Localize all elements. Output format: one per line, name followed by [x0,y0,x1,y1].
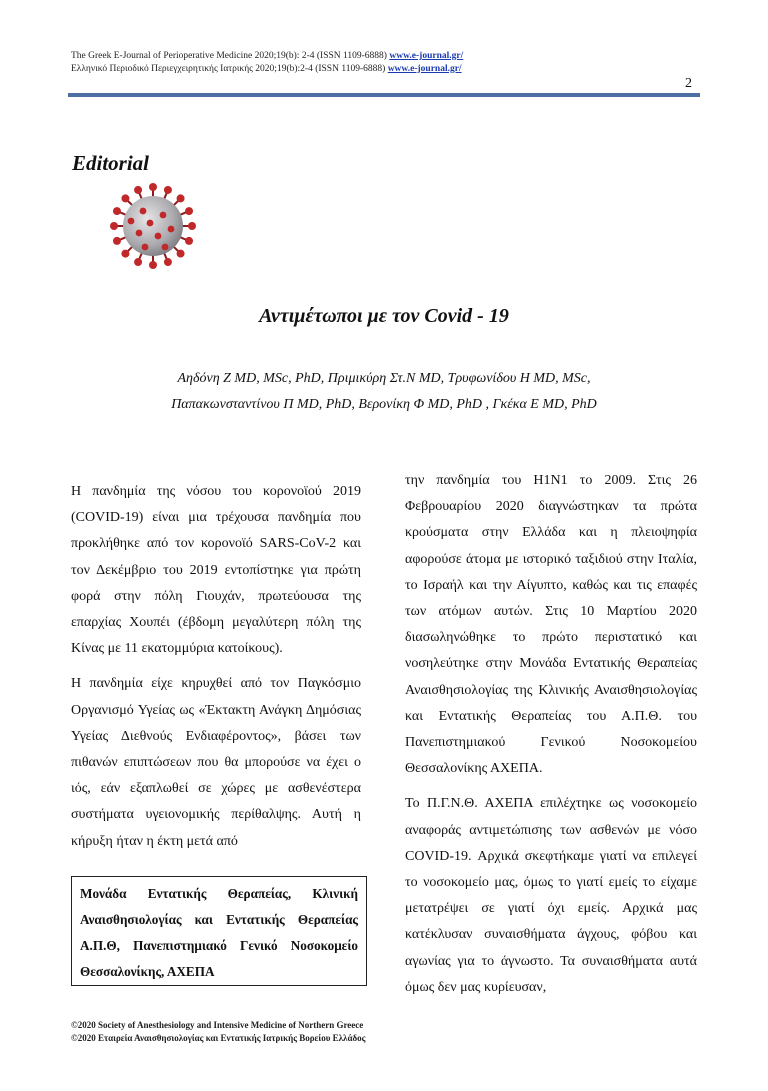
paragraph: την πανδημία του H1N1 το 2009. Στις 26 Φεβρουαρίου 2020 διαγνώστηκαν τα πρώτα κρούσματα στην Ελλάδα και η πλειοψηφία αφορούσε άτομα με ιστορικό ταξιδιού στην Ιταλία, το Ισραήλ και την Αίγυπτο, καθώς και τις επαφές των ατόμων αυτών. Στις 10 Μαρτίου 2020 διασωληνώθηκε το πρώτο περιστατικό και νοσηλεύτηκε στην Μονάδα Εντατικής Θεραπείας Αναισθησιολογίας της Κλινικής Αναισθησιολογίας και Εντατικής Θεραπείας του Α.Π.Θ. του Πανεπιστημιακού Γενικού Νοσοκομείου Θεσσαλονίκης ΑΧΕΠΑ. [405,473,697,777]
virus-spike-head [185,237,193,245]
virus-spike-head [121,250,129,258]
journal-header-line-en [71,50,463,63]
article-title: Αντιμέτωποι με τον Covid - 19 [259,305,509,327]
right-column [405,468,697,1010]
virus-surface-spike [168,226,175,233]
virus-surface-spike [142,244,149,251]
journal-link-en[interactable]: www.e-journal.gr/ [389,51,464,61]
coronavirus-illustration-icon [103,181,203,271]
author-list [0,366,768,418]
copyright-footer [71,1019,365,1045]
page-number: 2 [685,76,692,91]
copyright-line-en: ©2020 Society of Anesthesiology and Intensive Medicine of Northern Greece [71,1020,364,1030]
virus-surface-spike [140,208,147,215]
virus-surface-spike [155,233,162,240]
virus-spike-head [134,258,142,266]
virus-spike-head [110,222,118,230]
paragraph: Η πανδημία είχε κηρυχθεί από τον Παγκόσμιο Οργανισμό Υγείας ως «Έκτακτη Ανάγκη Δημόσιας Υγείας Διεθνούς Ενδιαφέροντος», βάσει των πιθανών επιπτώσεων που θα μπορούσε να έχει ο ιός, εάν εξαπλωθεί σε χώρες με ασθενέστερα συστήματα υγειονομικής περίθαλψης. Αυτή η κήρυξη ήταν η έκτη μετά από [71,676,361,849]
virus-spike-head [164,186,172,194]
copyright-line-gr: ©2020 Εταιρεία Αναισθησιολογίας και Εντατικής Ιατρικής Βορείου Ελλάδος [71,1033,366,1043]
journal-header-line-gr [71,63,463,76]
virus-spike-head [149,183,157,191]
virus-spike-head [177,250,185,258]
virus-spike-head [149,261,157,269]
paragraph: Το Π.Γ.Ν.Θ. ΑΧΕΠΑ επιλέχτηκε ως νοσοκομείο αναφοράς αντιμετώπισης των ασθενών με νόσο COVID-19. Αρχικά σκεφτήκαμε γιατί να επιλεγεί το νοσοκομείο μας, όμως το γιατί εμείς το είχαμε μετατρέψει σε γιατί όχι εμείς. Αρχικά μας κατέκλυσαν συναισθήματα άγχους, φόβου και αγωνίας για το άγνωστο. Τα συναισθήματα αυτά όμως δεν μας κυρίευσαν, [405,796,697,995]
virus-spike-head [121,194,129,202]
virus-spike-head [113,237,121,245]
journal-citation-gr: Ελληνικό Περιοδικό Περιεγχειρητικής Ιατρικής 2020;19(b):2-4 (ISSN 1109-6888) [71,63,386,74]
author-line-2: Παπακωνσταντίνου Π MD, PhD, Βερονίκη Φ MD, PhD , Γκέκα Ε MD, PhD [171,397,597,412]
virus-surface-spike [162,244,169,251]
left-column [71,479,361,864]
virus-spike-head [185,207,193,215]
virus-surface-spike [147,220,154,227]
paragraph: Η πανδημία της νόσου του κορονοϊού 2019 (COVID-19) είναι μια τρέχουσα πανδημία που προκλήθηκε από τον κορονοϊό SARS-CoV-2 και τον Δεκέμβριο του 2019 εντοπίστηκε για πρώτη φορά στην πόλη Γιουχάν, πρωτεύουσα της επαρχίας Χουπέι (έβδομη μεγαλύτερη πόλη της Κίνας με 11 εκατομμύρια κατοίκους). [71,484,361,657]
virus-surface-spike [128,218,135,225]
virus-surface-spike [136,230,143,237]
virus-spike-head [188,222,196,230]
virus-spike-head [134,186,142,194]
virus-spike-head [177,194,185,202]
virus-spike-head [164,258,172,266]
journal-citation-en: The Greek E-Journal of Perioperative Medicine 2020;19(b): 2-4 (ISSN 1109-6888) [71,51,387,61]
section-label: Editorial [72,151,150,175]
virus-spike-head [113,207,121,215]
journal-header [71,50,463,75]
author-line-1: Αηδόνη Ζ MD, MSc, PhD, Πριμικύρη Στ.Ν MD, Τρυφωνίδου Η MD, MSc, [177,371,591,386]
journal-link-gr[interactable]: www.e-journal.gr/ [387,63,462,74]
header-divider [68,93,700,97]
virus-surface-spike [160,212,167,219]
affiliation-box: Μονάδα Εντατικής Θεραπείας, Κλινική Αναισθησιολογίας και Εντατικής Θεραπείας Α.Π.Θ, Πανεπιστημιακό Γενικό Νοσοκομείο Θεσσαλονίκης, ΑΧΕΠΑ [71,876,367,986]
